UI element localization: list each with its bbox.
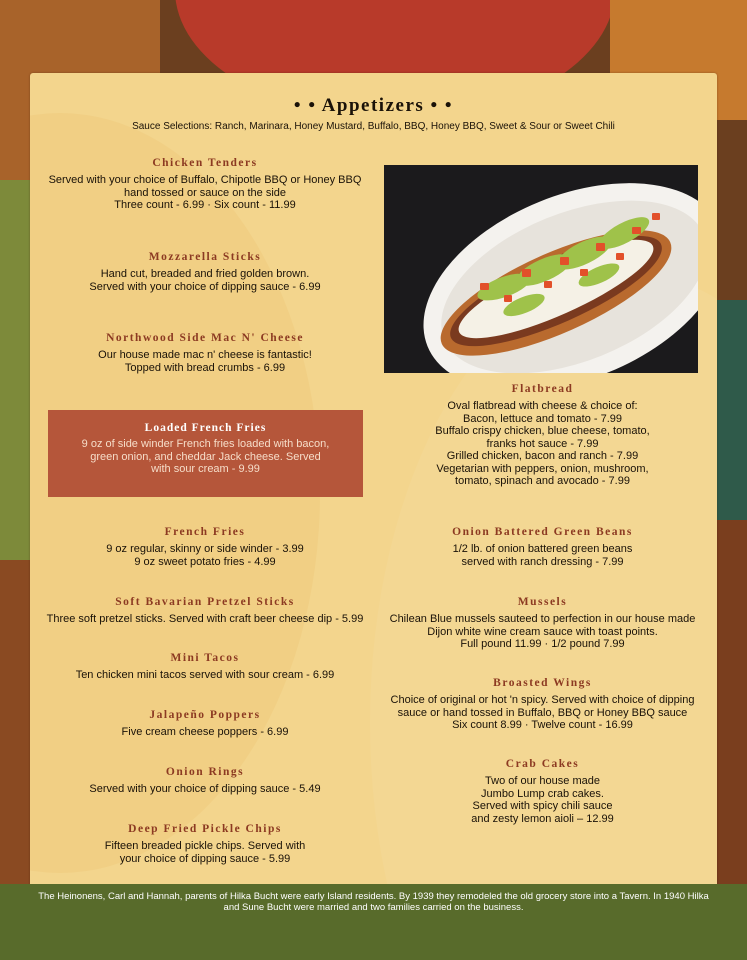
menu-item-title: French Fries xyxy=(164,526,246,538)
menu-item-description: 1/2 lb. of onion battered green beans served with ranch dressing - 7.99 xyxy=(452,543,633,568)
menu-item-title: Deep Fried Pickle Chips xyxy=(128,823,282,835)
menu-item-description: Ten chicken mini tacos served with sour cream - 6.99 xyxy=(75,669,335,681)
menu-item xyxy=(40,766,370,796)
menu-item-description: Choice of original or hot 'n spicy. Served with choice of dipping sauce or hand tossed in Buffalo, BBQ or Honey BBQ sauce Six count 8.99 · Twelve count - 16.99 xyxy=(390,694,695,731)
featured-item-description: 9 oz of side winder French fries loaded with bacon, green onion, and cheddar Jack cheese. Served with sour cream - 9.99 xyxy=(81,438,330,475)
menu-item-description: Three soft pretzel sticks. Served with craft beer cheese dip - 5.99 xyxy=(46,613,364,625)
footer-history-text: The Heinonens, Carl and Hannah, parents of Hilka Bucht were early Island residents. By 1939 they remodeled the old grocery store into a Tavern. In 1940 Hilka and Sune Bucht were married and two families carried on the business. xyxy=(38,891,709,913)
menu-item xyxy=(380,383,705,488)
menu-item-description: Served with your choice of dipping sauce - 5.49 xyxy=(89,783,321,795)
sauce-selections: Sauce Selections: Ranch, Marinara, Honey Mustard, Buffalo, BBQ, Honey BBQ, Sweet & Sour or Sweet Chili xyxy=(132,121,615,132)
menu-item-title: Northwood Side Mac N' Cheese xyxy=(106,332,304,344)
menu-item xyxy=(40,652,370,682)
menu-item-description: Oval flatbread with cheese & choice of: Bacon, lettuce and tomato - 7.99 Buffalo crispy chicken, blue cheese, tomato, franks hot sauce - 7.99 Grilled chicken, bacon and ranch - 7.99 Vegetarian with peppers, onion, mushroom, tomato, spinach and avocado - 7.99 xyxy=(435,400,650,487)
menu-item xyxy=(40,709,370,739)
menu-item xyxy=(380,596,705,651)
menu-item-title: Soft Bavarian Pretzel Sticks xyxy=(115,596,295,608)
menu-item-description: Five cream cheese poppers - 6.99 xyxy=(121,726,289,738)
menu-item-title: Crab Cakes xyxy=(505,758,580,770)
menu-item xyxy=(40,332,370,374)
menu-item-title: Onion Rings xyxy=(165,766,245,778)
featured-item xyxy=(48,410,363,497)
menu-item-title: Mini Tacos xyxy=(170,652,240,664)
featured-item-title: Loaded French Fries xyxy=(144,422,267,434)
menu-item-title: Jalapeño Poppers xyxy=(149,709,261,721)
page-title: • • Appetizers • • xyxy=(293,95,454,116)
menu-item-title: Flatbread xyxy=(511,383,574,395)
menu-item xyxy=(380,758,705,825)
menu-item-title: Mozzarella Sticks xyxy=(148,251,262,263)
menu-item-title: Mussels xyxy=(517,596,568,608)
menu-item-description: Our house made mac n' cheese is fantastic! Topped with bread crumbs - 6.99 xyxy=(98,349,312,374)
menu-item xyxy=(380,526,705,568)
footer xyxy=(0,884,747,960)
menu-item xyxy=(40,157,370,212)
menu-item xyxy=(40,596,370,626)
menu-item xyxy=(380,677,705,732)
menu-item xyxy=(40,526,370,568)
menu-item-description: Hand cut, breaded and fried golden brown. Served with your choice of dipping sauce - 6.99 xyxy=(89,268,321,293)
menu-item-title: Chicken Tenders xyxy=(152,157,258,169)
menu-item-description: Chilean Blue mussels sauteed to perfection in our house made Dijon white wine cream sauce with toast points. Full pound 11.99 · 1/2 pound 7.99 xyxy=(389,613,696,650)
menu-item-title: Broasted Wings xyxy=(493,677,592,689)
menu-item-description: Served with your choice of Buffalo, Chipotle BBQ or Honey BBQ hand tossed or sauce on the side Three count - 6.99 · Six count - 11.99 xyxy=(48,174,362,211)
menu-item-description: Two of our house made Jumbo Lump crab cakes. Served with spicy chili sauce and zesty lemon aioli – 12.99 xyxy=(471,775,614,825)
menu-item-description: 9 oz regular, skinny or side winder - 3.99 9 oz sweet potato fries - 4.99 xyxy=(106,543,304,568)
menu-item xyxy=(40,251,370,293)
flatbread-photo xyxy=(384,165,698,373)
menu-item-description: Fifteen breaded pickle chips. Served with your choice of dipping sauce - 5.99 xyxy=(104,840,306,865)
menu-item-title: Onion Battered Green Beans xyxy=(452,526,633,538)
menu-item xyxy=(40,823,370,865)
